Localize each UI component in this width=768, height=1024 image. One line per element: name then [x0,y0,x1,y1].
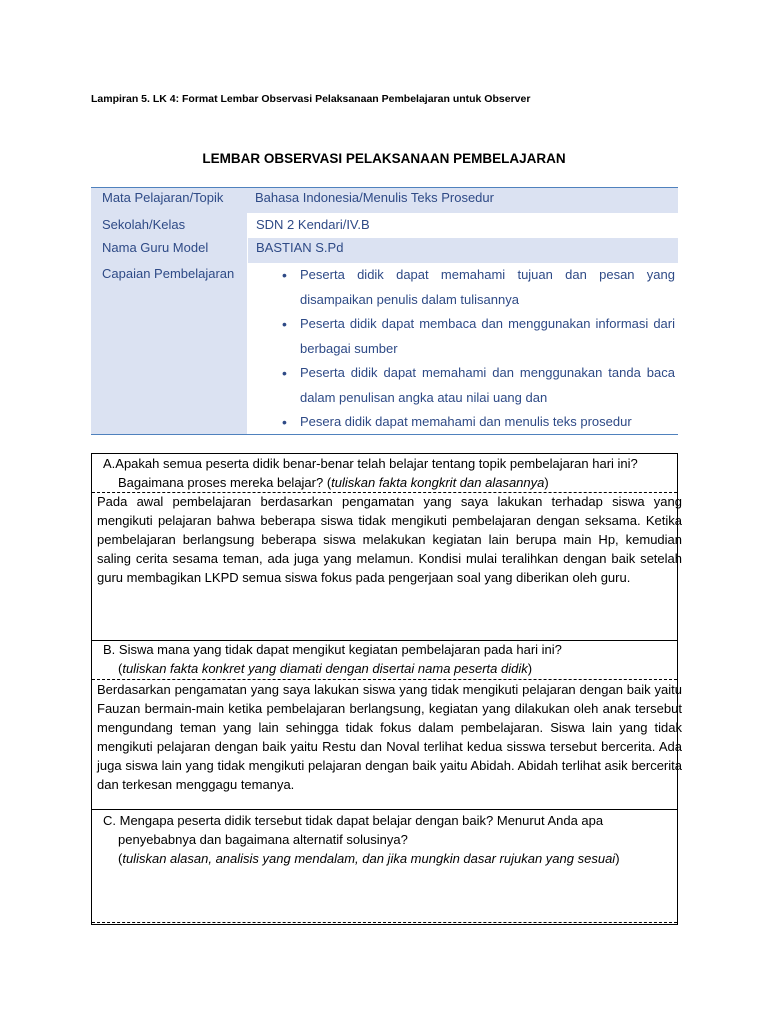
question-line: B. Siswa mana yang tidak dapat mengikut kegiatan pembelajaran pada hari ini? [103,642,562,657]
question-line: Bagaimana proses mereka belajar? (tuliskan fakta kongkrit dan alasannya) [118,475,549,490]
info-value: SDN 2 Kendari/IV.B [247,213,678,238]
info-row-school [91,213,678,238]
document-title: LEMBAR OBSERVASI PELAKSANAAN PEMBELAJARAN [202,151,566,166]
info-row-subject [91,188,678,213]
question-line: A.Apakah semua peserta didik benar-benar telah belajar tentang topik pembelajaran hari ini? [103,456,638,471]
question-line: C. Mengapa peserta didik tersebut tidak dapat belajar dengan baik? Menurut Anda apa [103,813,604,828]
question-c [92,811,677,868]
question-line: penyebabnya dan bagaimana alternatif solusinya? [118,832,408,847]
question-b [92,640,677,678]
info-value: Bahasa Indonesia/Menulis Teks Prosedur [247,188,678,213]
list-item: • Peserta didik dapat memahami tujuan dan pesan yang disampaikan penulis dalam tulisannya [256,263,675,312]
observation-box [91,453,682,925]
outcomes-list [256,263,678,435]
info-label: Sekolah/Kelas [91,213,247,238]
outcomes-cell [247,263,678,434]
list-item: • Peserta didik dapat memahami dan menggunakan tanda baca dalam penulisan angka atau nilai uang dan [256,361,675,410]
divider [92,922,677,923]
info-row-teacher [91,238,678,263]
question-line: (tuliskan fakta konkret yang diamati dengan disertai nama peserta didik) [118,661,533,676]
answer-b: Berdasarkan pengamatan yang saya lakukan siswa yang tidak mengikuti pelajaran dengan baik yaitu Fauzan bermain-main ketika pembelajaran berlangsung, kegiatan yang dilakukan oleh anak tersebut mengundang teman yang lain sehingga tidak fokus dalam pembelajaran. Siswa lain yang tidak mengikuti pelajaran dengan baik yaitu Restu dan Noval terlihat kedua sisswa tersebut bercerita. Ada juga siswa lain yang tidak mengikuti pelajaran dengan baik yaitu Abidah. Abidah terlihat asik bercerita dan terkesan menggagu temanya. [97,682,682,792]
answer-a: Pada awal pembelajaran berdasarkan pengamatan yang saya lakukan terhadap siswa yang mengikuti pelajaran bahwa beberapa siswa tidak mengikuti pembelajaran dengan seksama. Ketika pembelajaran berlangsung beberapa siswa melakukan kegiatan lain berupa main Hp, kemudian saling cerita sesama teman, ada juga yang melamun. Kondisi mulai teralihkan dengan baik setelah guru membagikan LKPD semua siswa fokus pada pengerjaan soal yang diberikan oleh guru. [97,494,682,585]
question-line: (tuliskan alasan, analisis yang mendalam, dan jika mungkin dasar rujukan yang sesuai) [118,851,620,866]
info-value: BASTIAN S.Pd [247,238,678,263]
list-item: • Peserta didik dapat membaca dan menggunakan informasi dari berbagai sumber [256,312,675,361]
info-label: Nama Guru Model [91,238,247,263]
info-row-outcomes [91,263,678,434]
list-item: • Pesera didik dapat memahami dan menulis teks prosedur [256,410,675,435]
info-label: Mata Pelajaran/Topik [91,188,247,213]
info-label: Capaian Pembelajaran [91,263,247,434]
document-caption: Lampiran 5. LK 4: Format Lembar Observasi Pelaksanaan Pembelajaran untuk Observer [91,93,531,105]
question-a [92,454,677,492]
lesson-info-table [91,187,678,435]
divider [92,809,677,810]
